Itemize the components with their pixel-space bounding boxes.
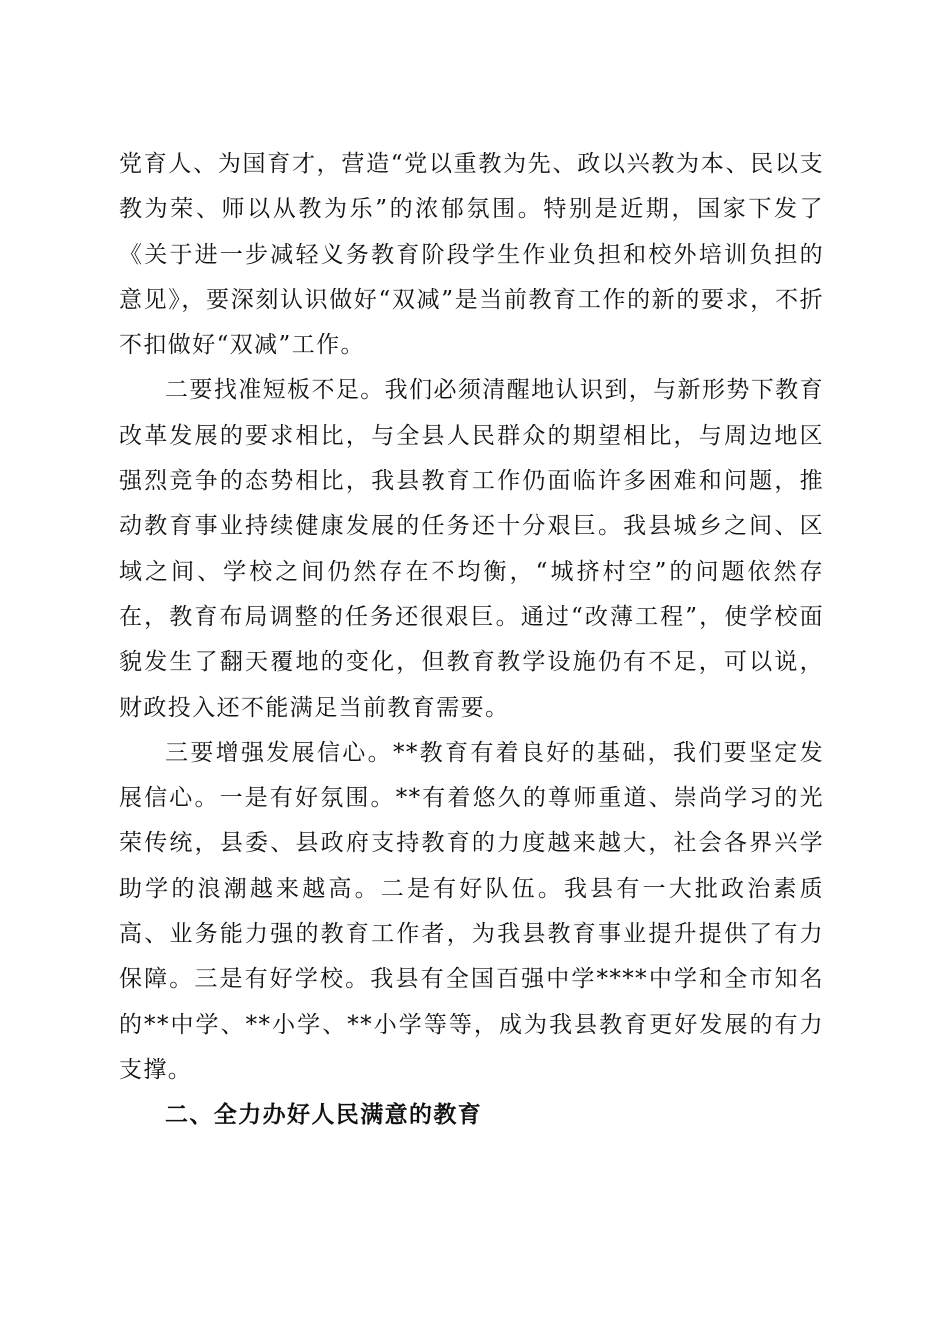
paragraph-shortcomings: 二要找准短板不足。我们必须清醒地认识到，与新形势下教育改革发展的要求相比，与全县人民群众的期望相比，与周边地区强烈竞争的态势相比，我县教育工作仍面临许多困难和问题，推动教育事业持续健康发展的任务还十分艰巨。我县城乡之间、区域之间、学校之间仍然存在不均衡，“城挤村空”的问题依然存在，教育布局调整的任务还很艰巨。通过“改薄工程”，使学校面貌发生了翻天覆地的变化，但教育教学设施仍有不足，可以说，财政投入还不能满足当前教育需要。	[119, 377, 824, 721]
document-body	[119, 142, 824, 1139]
section-heading: 二、全力办好人民满意的教育	[165, 1102, 483, 1129]
paragraph-confidence: 三要增强发展信心。**教育有着良好的基础，我们要坚定发展信心。一是有好氛围。**有着悠久的尊师重道、崇尚学习的光荣传统，县委、县政府支持教育的力度越来越大，社会各界兴学助学的浪潮越来越高。二是有好队伍。我县有一大批政治素质高、业务能力强的教育工作者，为我县教育事业提升提供了有力保障。三是有好学校。我县有全国百强中学****中学和全市知名的**中学、**小学、**小学等等，成为我县教育更好发展的有力支撑。	[119, 739, 824, 1083]
paragraph-continuation: 党育人、为国育才，营造“党以重教为先、政以兴教为本、民以支教为荣、师以从教为乐”的浓郁氛围。特别是近期，国家下发了《关于进一步减轻义务教育阶段学生作业负担和校外培训负担的意见》，要深刻认识做好“双减”是当前教育工作的新的要求，不折不扣做好“双减”工作。	[119, 151, 824, 359]
